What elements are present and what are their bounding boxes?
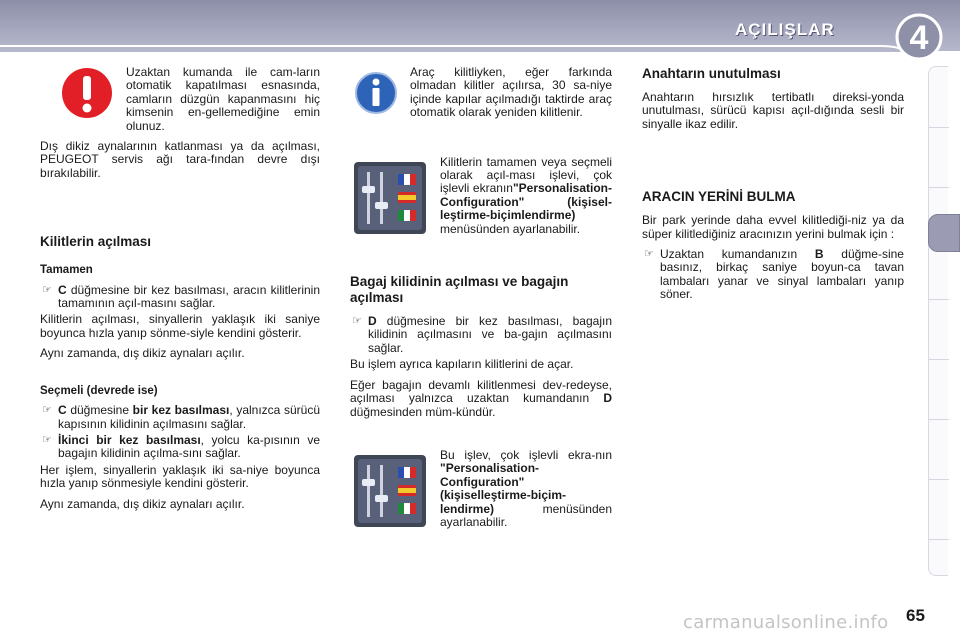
- paragraph: Bu işlev, çok işlevli ekra-nın: [440, 447, 612, 462]
- bullet-text: düğmesine bir kez basılması, bagajın kilidinin açılmasını ve ba-gajın açılmasını sağlar.: [368, 314, 612, 355]
- paragraph: Her işlem, sinyallerin yaklaşık iki sa-niye boyunca hızla yanıp sönmesiyle kendini gösterir.: [40, 462, 320, 491]
- subsection-title-selective: Seçmeli (devrede ise): [40, 384, 158, 397]
- column-middle: [350, 66, 612, 529]
- section-title-boot-opening: Bagaj kilidinin açılması ve bagajın açılması: [350, 274, 569, 306]
- list-item: [40, 284, 320, 311]
- personalisation-note-2: [350, 449, 612, 529]
- list-item: [350, 315, 612, 355]
- bullet-text: düğme-sine basınız, birkaç saniye boyun-ca tavan lambaları yanar ve sinyal lambaları yanıp söner.: [660, 247, 904, 302]
- list-item: [40, 404, 320, 431]
- personalisation-note: [350, 156, 612, 236]
- paragraph: Kilitlerin tamamen veya seçmeli olarak açıl-ması işlevi, çok işlevli ekranın: [440, 154, 612, 196]
- paragraph: Eğer bagajın devamlı kilitlenmesi dev-redeyse, açılması yalnızca uzaktan kumandanın: [350, 377, 612, 406]
- list-item: [642, 248, 904, 302]
- paragraph: Anahtarın hırsızlık tertibatlı direksi-yonda unutulması, sürücü kapısı açıl-dığında sesli bir sinyalle ikaz edilir.: [642, 90, 904, 131]
- paragraph: Bu işlem ayrıca kapıların kilitlerini de açar.: [350, 357, 574, 372]
- warning-text-2: Dış dikiz aynalarının katlanması ya da açılması, PEUGEOT servis ağı tara-fından devre dışı bırakılabilir.: [40, 139, 320, 180]
- active-chapter-tab[interactable]: [928, 214, 960, 252]
- button-key-b: B: [814, 247, 824, 262]
- header-swoosh: [0, 44, 960, 54]
- paragraph: Kilitlerin açılması, sinyallerin yaklaşık iki saniye boyunca hızla yanıp sönme-siyle kendini gösterir.: [40, 312, 320, 340]
- warning-text: Uzaktan kumanda ile cam-ların otomatik kapatılması esnasında, camların düzgün kapanmasını hiç kimsenin en-gellemediğine emin olunuz.: [126, 65, 320, 133]
- paragraph: Aynı zamanda, dış dikiz aynaları açılır.: [40, 496, 245, 511]
- bullet-bold-text: bir kez basılması: [132, 403, 230, 418]
- paragraph: düğmesinden müm-kündür.: [350, 404, 496, 419]
- section-title-unlocking: Kilitlerin açılması: [40, 234, 152, 250]
- bullet-text: düğmesine: [66, 403, 133, 418]
- info-icon: [354, 70, 398, 116]
- pointing-hand-icon: ☞: [42, 283, 52, 296]
- list-item: [40, 434, 320, 461]
- warning-exclamation-icon: [60, 66, 114, 120]
- section-title-key-forgotten: Anahtarın unutulması: [642, 66, 781, 81]
- paragraph: menüsünden ayarlanabilir.: [440, 501, 612, 529]
- bullet-text: Uzaktan kumandanızın: [660, 247, 815, 262]
- settings-sliders-flags-icon: [354, 455, 426, 527]
- column-left: [40, 66, 320, 518]
- section-title-locate-vehicle: ARACIN YERİNİ BULMA: [642, 189, 796, 205]
- menu-name: "Personalisation-Configuration" (kişisel-leştirme-biçimlendirme): [440, 181, 612, 223]
- pointing-hand-icon: ☞: [42, 433, 52, 446]
- pointing-hand-icon: ☞: [42, 404, 52, 417]
- settings-sliders-flags-icon: [354, 162, 426, 234]
- chapter-number: 4: [909, 19, 929, 57]
- bullet-text: düğmesine bir kez basılması, aracın kilitlerinin tamamının açıl-masını sağlar.: [58, 282, 320, 311]
- chapter-tabs: [928, 66, 948, 576]
- pointing-hand-icon: ☞: [644, 248, 654, 261]
- paragraph: menüsünden ayarlanabilir.: [440, 221, 581, 236]
- button-key-d: D: [368, 314, 377, 329]
- chapter-title: AÇILIŞLAR: [735, 20, 835, 39]
- bullet-text: , yalnızca sürücü kapısının kilidinin açılmasını sağlar.: [58, 403, 321, 431]
- bullet-text: , yolcu ka-pısının ve bagajın kilidinin açılma-sını sağlar.: [58, 432, 320, 461]
- page-number: 65: [906, 606, 925, 625]
- column-right: [642, 66, 904, 305]
- button-key-c: C: [58, 403, 67, 418]
- paragraph: Bir park yerinde daha evvel kilitlediği-niz ya da süper kilitlediğiniz aracınızın yerini bulmak için :: [642, 213, 904, 241]
- button-key-c: C: [58, 282, 67, 297]
- menu-name: "Personalisation-Configuration" (kişiselleştirme-biçim-lendirme): [440, 461, 567, 516]
- watermark: carmanualsonline.info: [683, 612, 889, 633]
- bullet-bold-text: İkinci bir kez basılması: [58, 432, 201, 447]
- info-text: Araç kilitliyken, eğer farkında olmadan kilitler açılırsa, 30 sa-niye içinde kapılar açılmadığı taktirde araç otomatik olarak yeniden kilitlenir.: [410, 65, 612, 120]
- pointing-hand-icon: ☞: [352, 315, 362, 328]
- button-key-d: D: [603, 391, 612, 406]
- subsection-title-total: Tamamen: [40, 264, 93, 277]
- paragraph: Aynı zamanda, dış dikiz aynaları açılır.: [40, 346, 245, 361]
